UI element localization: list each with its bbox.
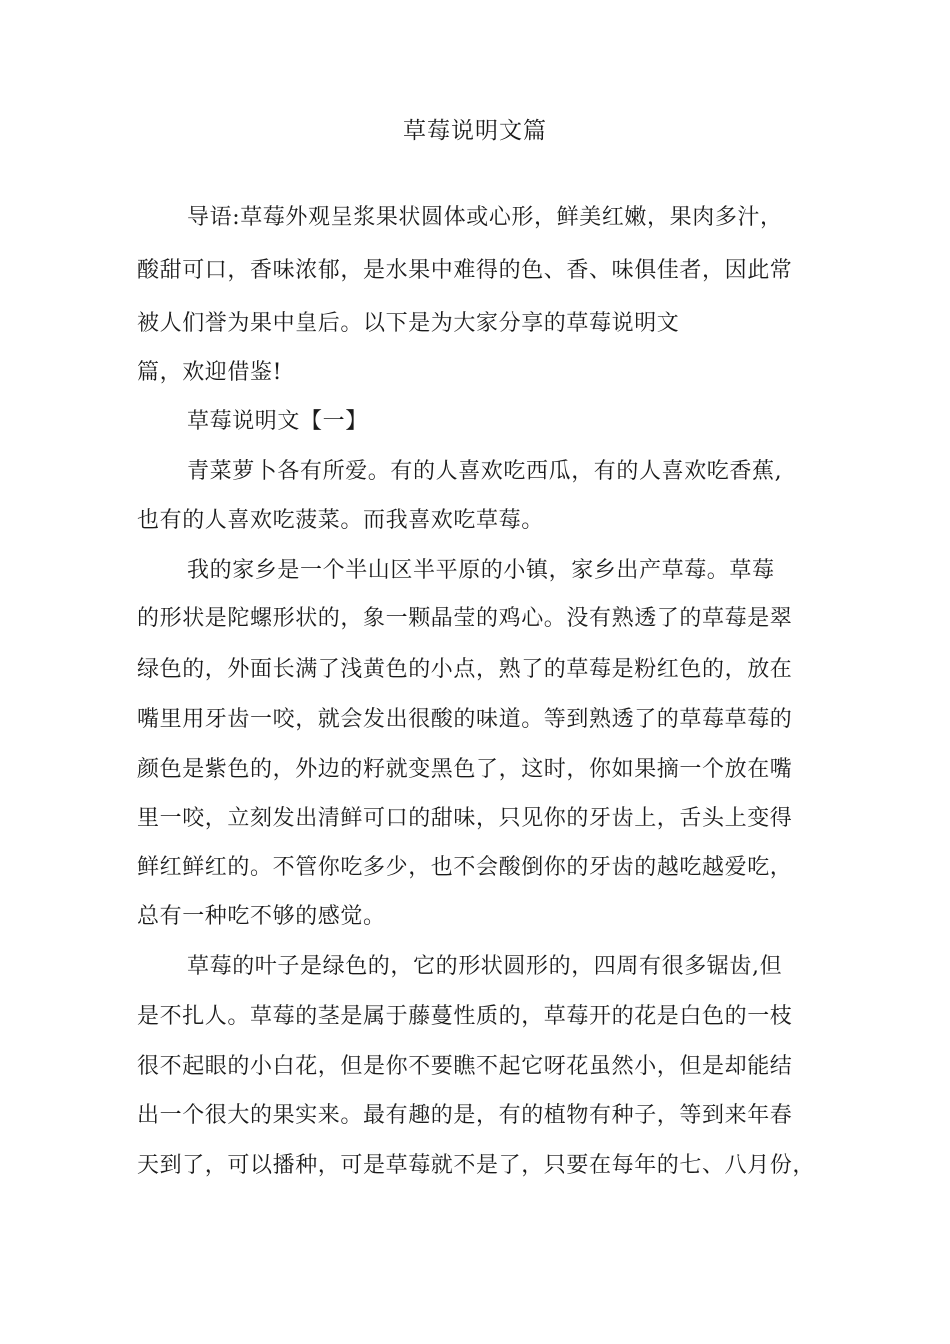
paragraph-line: 青菜萝卜各有所爱。有的人喜欢吃西瓜，有的人喜欢吃香蕉, [187, 459, 783, 484]
paragraph-line: 我的家乡是一个半山区半平原的小镇，家乡出产草莓。草莓 [187, 558, 775, 583]
paragraph-line: 是不扎人。草莓的茎是属于藤蔓性质的，草莓开的花是白色的一枝 [137, 1004, 793, 1029]
paragraph-line: 绿色的，外面长满了浅黄色的小点，熟了的草莓是粉红色的，放在 [137, 657, 793, 682]
section-heading: 草莓说明文【一】 [187, 409, 368, 434]
paragraph-line: 草莓的叶子是绿色的，它的形状圆形的，四周有很多锯齿,但 [187, 954, 783, 979]
paragraph-line: 嘴里用牙齿一咬，就会发出很酸的味道。等到熟透了的草莓草莓的 [137, 707, 793, 732]
paragraph-line: 被人们誉为果中皇后。以下是为大家分享的草莓说明文 [137, 311, 680, 336]
paragraph-line: 导语:草莓外观呈浆果状圆体或心形，鲜美红嫩，果肉多汁， [187, 205, 783, 230]
document-title: 草莓说明文篇 [403, 118, 547, 144]
paragraph-line: 总有一种吃不够的感觉。 [137, 904, 386, 929]
paragraph-line: 出一个很大的果实来。最有趣的是，有的植物有种子，等到来年春 [137, 1103, 793, 1128]
paragraph-line: 酸甜可口，香味浓郁，是水果中难得的色、香、味俱佳者，因此常 [137, 258, 793, 283]
paragraph-line: 天到了，可以播种，可是草莓就不是了，只要在每年的七、八月份， [137, 1153, 816, 1178]
paragraph-line: 也有的人喜欢吃菠菜。而我喜欢吃草莓。 [137, 508, 544, 533]
paragraph-line: 里一咬，立刻发出清鲜可口的甜味，只见你的牙齿上，舌头上变得 [137, 806, 793, 831]
paragraph-line: 颜色是紫色的，外边的籽就变黑色了，这时，你如果摘一个放在嘴 [137, 757, 793, 782]
paragraph-line: 很不起眼的小白花，但是你不要瞧不起它呀花虽然小，但是却能结 [137, 1054, 793, 1079]
paragraph-line: 篇，欢迎借鉴! [137, 360, 283, 385]
paragraph-line: 的形状是陀螺形状的，象一颗晶莹的鸡心。没有熟透了的草莓是翠 [137, 606, 793, 631]
paragraph-line: 鲜红鲜红的。不管你吃多少，也不会酸倒你的牙齿的越吃越爱吃， [137, 855, 793, 880]
